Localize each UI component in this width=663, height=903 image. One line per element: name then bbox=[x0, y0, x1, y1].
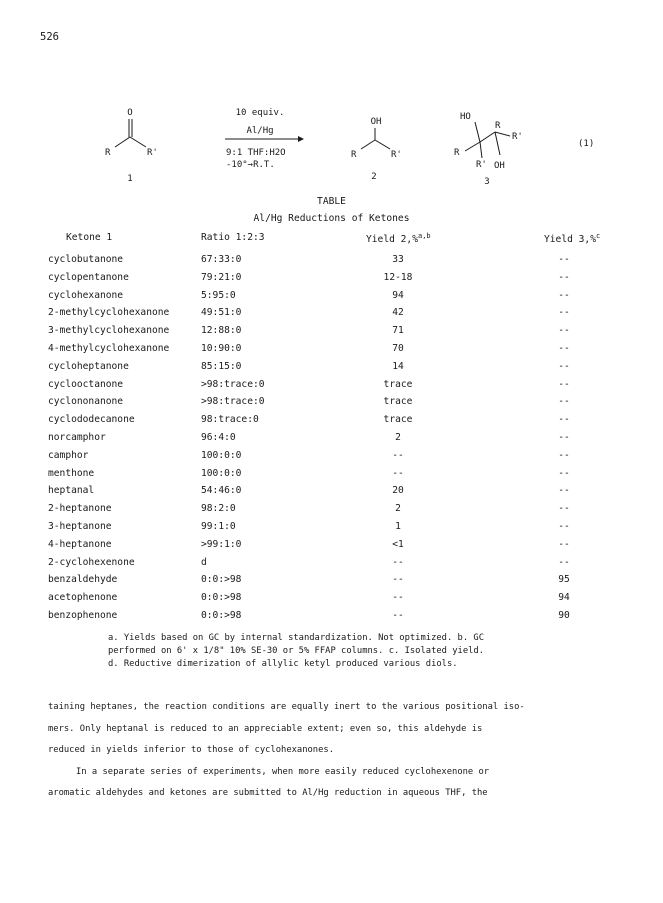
cell-ratio: 79:21:0 bbox=[201, 271, 242, 283]
cell-ratio: d bbox=[201, 556, 207, 568]
table-row bbox=[48, 574, 608, 590]
cell-ratio: 0:0:>98 bbox=[201, 592, 242, 604]
cell-yield-3: -- bbox=[558, 449, 570, 461]
cell-yield-2: -- bbox=[392, 574, 404, 586]
cell-yield-3: -- bbox=[558, 485, 570, 497]
cell-yield-3: -- bbox=[558, 556, 570, 568]
table-row bbox=[48, 325, 608, 341]
cell-ketone: benzophenone bbox=[48, 610, 118, 621]
cell-yield-2: trace bbox=[383, 396, 413, 408]
cell-ketone: heptanal bbox=[48, 485, 95, 497]
table-row bbox=[48, 379, 608, 395]
cell-yield-2: trace bbox=[383, 378, 413, 390]
cell-ketone: 2-cyclohexenone bbox=[48, 556, 135, 568]
reagent-equiv: 10 equiv. bbox=[235, 108, 285, 118]
ketone-r-label: R bbox=[105, 148, 111, 158]
ketone-compound-number: 1 bbox=[127, 174, 133, 184]
cell-ketone: 2-heptanone bbox=[48, 503, 112, 515]
body-line: mers. Only heptanal is reduced to an appreciable extent; even so, this aldehyde is bbox=[48, 723, 483, 734]
body-paragraphs bbox=[48, 697, 596, 805]
diol-oh-label: OH bbox=[494, 161, 505, 171]
cell-ratio: 100:0:0 bbox=[201, 449, 242, 461]
cell-ketone: cycloheptanone bbox=[48, 360, 129, 372]
body-line: aromatic aldehydes and ketones are submitted to Al/Hg reduction in aqueous THF, the bbox=[48, 788, 488, 798]
cell-yield-3: 94 bbox=[558, 592, 570, 604]
cell-yield-3: -- bbox=[558, 538, 570, 550]
header-ratio: Ratio 1:2:3 bbox=[201, 232, 265, 243]
cell-ketone: cyclododecanone bbox=[48, 414, 135, 426]
cell-ketone: 2-methylcyclohexanone bbox=[48, 307, 170, 319]
cell-yield-2: 20 bbox=[392, 485, 404, 497]
cell-ratio: 98:2:0 bbox=[201, 503, 236, 515]
cell-yield-2: 14 bbox=[392, 360, 404, 372]
cell-ketone: camphor bbox=[48, 449, 89, 461]
cell-yield-2: 1 bbox=[395, 521, 401, 532]
cell-ratio: >98:trace:0 bbox=[201, 396, 265, 408]
diol-r-bottom-label: R bbox=[454, 148, 460, 158]
cell-ratio: >98:trace:0 bbox=[201, 378, 265, 390]
cell-yield-2: -- bbox=[392, 449, 404, 461]
diol-ho-label: HO bbox=[460, 112, 471, 122]
cell-ketone: cyclobutanone bbox=[48, 254, 124, 265]
table-row bbox=[48, 592, 608, 608]
table-row bbox=[48, 539, 608, 555]
header-yield-3: Yield 3,%$^c$ bbox=[544, 232, 601, 246]
equation-number: (1) bbox=[578, 139, 595, 149]
table-caption: Al/Hg Reductions of Ketones bbox=[253, 213, 410, 224]
table-title: TABLE bbox=[317, 196, 346, 207]
cell-yield-3: 90 bbox=[558, 610, 570, 621]
cell-ratio: 99:1:0 bbox=[201, 521, 236, 532]
cell-yield-3: -- bbox=[558, 325, 570, 337]
cell-ratio: 100:0:0 bbox=[201, 467, 242, 479]
cell-yield-2: 2 bbox=[395, 432, 401, 443]
table-row bbox=[48, 272, 608, 288]
cell-yield-2: trace bbox=[383, 414, 413, 426]
table-row bbox=[48, 503, 608, 519]
cell-ratio: 85:15:0 bbox=[201, 360, 242, 372]
cell-ratio: 54:46:0 bbox=[201, 485, 242, 497]
alcohol-r-label: R bbox=[351, 150, 357, 160]
cell-yield-3: -- bbox=[558, 396, 570, 408]
page-number: 526 bbox=[40, 31, 59, 43]
table-row bbox=[48, 254, 608, 270]
table-row bbox=[48, 432, 608, 448]
cell-yield-3: -- bbox=[558, 378, 570, 390]
table-row bbox=[48, 610, 608, 626]
cell-ketone: cyclooctanone bbox=[48, 378, 124, 390]
cell-ketone: menthone bbox=[48, 467, 95, 479]
cell-yield-2: <1 bbox=[392, 538, 404, 550]
footnote-line: performed on 6' x 1/8" 10% SE-30 or 5% FFAP columns. c. Isolated yield. bbox=[108, 646, 485, 656]
table-row bbox=[48, 414, 608, 430]
cell-ketone: acetophenone bbox=[48, 592, 118, 604]
cell-ratio: 96:4:0 bbox=[201, 432, 236, 443]
cell-yield-2: 33 bbox=[392, 254, 404, 265]
cell-ratio: 49:51:0 bbox=[201, 307, 242, 319]
cell-ratio: 0:0:>98 bbox=[201, 574, 242, 586]
diol-rprime-top-label: R' bbox=[512, 132, 523, 142]
cell-yield-3: -- bbox=[558, 432, 570, 443]
cell-yield-3: -- bbox=[558, 271, 570, 283]
cell-ketone: cyclopentanone bbox=[48, 271, 129, 283]
cell-yield-2: -- bbox=[392, 467, 404, 479]
alcohol-rprime-label: R' bbox=[391, 150, 402, 160]
table-row bbox=[48, 396, 608, 412]
table-row bbox=[48, 307, 608, 323]
reagent-alhg: Al/Hg bbox=[246, 126, 274, 136]
body-line: In a separate series of experiments, when more easily reduced cyclohexenone or bbox=[76, 766, 490, 777]
header-ketone: Ketone 1 bbox=[66, 232, 113, 243]
cell-ketone: cyclononanone bbox=[48, 396, 124, 408]
cell-yield-2: 2 bbox=[395, 503, 401, 515]
cell-yield-2: -- bbox=[392, 610, 404, 621]
body-line: reduced in yields inferior to those of cyclohexanones. bbox=[48, 745, 334, 755]
alcohol-compound-number: 2 bbox=[371, 172, 377, 182]
cell-ketone: norcamphor bbox=[48, 432, 106, 443]
ketone-structure bbox=[105, 108, 158, 184]
cell-yield-2: -- bbox=[392, 592, 404, 604]
cell-yield-3: -- bbox=[558, 521, 570, 532]
cell-ketone: 4-methylcyclohexanone bbox=[48, 343, 170, 354]
cell-yield-3: -- bbox=[558, 360, 570, 372]
alcohol-oh-label: OH bbox=[370, 117, 382, 127]
cell-yield-3: -- bbox=[558, 414, 570, 426]
cell-yield-2: -- bbox=[392, 556, 404, 568]
reaction-scheme bbox=[90, 104, 610, 196]
cell-yield-3: -- bbox=[558, 289, 570, 301]
cell-ketone: 4-heptanone bbox=[48, 538, 112, 550]
cell-ketone: benzaldehyde bbox=[48, 574, 118, 586]
cell-yield-3: -- bbox=[558, 343, 570, 354]
diol-compound-number: 3 bbox=[484, 177, 490, 187]
alcohol-structure bbox=[351, 117, 402, 182]
cell-ketone: 3-heptanone bbox=[48, 521, 112, 532]
reagent-temperature: -10°→R.T. bbox=[226, 160, 275, 170]
table-row bbox=[48, 343, 608, 359]
header-yield-2: Yield 2,%$^{a,b}$ bbox=[366, 232, 431, 246]
cell-yield-2: 12-18 bbox=[383, 271, 413, 283]
cell-ketone: cyclohexanone bbox=[48, 289, 124, 301]
reagent-solvent: 9:1 THF:H2O bbox=[226, 148, 286, 158]
cell-yield-3: -- bbox=[558, 503, 570, 515]
ketone-rprime-label: R' bbox=[147, 148, 158, 158]
cell-yield-3: -- bbox=[558, 467, 570, 479]
cell-yield-2: 42 bbox=[392, 307, 404, 319]
cell-yield-3: -- bbox=[558, 307, 570, 319]
cell-ratio: 12:88:0 bbox=[201, 325, 242, 337]
footnote-line: d. Reductive dimerization of allylic ketyl produced various diols. bbox=[108, 659, 458, 669]
table-header-row bbox=[48, 232, 608, 248]
table-row bbox=[48, 450, 608, 466]
cell-ratio: 10:90:0 bbox=[201, 343, 242, 354]
cell-yield-2: 71 bbox=[392, 325, 404, 337]
table-row bbox=[48, 468, 608, 484]
cell-yield-2: 70 bbox=[392, 343, 404, 354]
table-row bbox=[48, 521, 608, 537]
cell-yield-3: -- bbox=[558, 254, 570, 265]
body-line: taining heptanes, the reaction conditions are equally inert to the various positional iso- bbox=[48, 702, 525, 712]
cell-yield-3: 95 bbox=[558, 574, 570, 586]
cell-ketone: 3-methylcyclohexanone bbox=[48, 325, 170, 337]
table-row bbox=[48, 290, 608, 306]
cell-ratio: 5:95:0 bbox=[201, 289, 236, 301]
diol-r-top-label: R bbox=[495, 121, 501, 131]
diol-structure bbox=[454, 112, 523, 187]
ketone-oxygen-label: O bbox=[127, 108, 133, 118]
cell-ratio: 98:trace:0 bbox=[201, 414, 259, 426]
reaction-conditions bbox=[225, 108, 304, 170]
diol-rprime-bottom-label: R' bbox=[476, 160, 487, 170]
cell-ratio: 67:33:0 bbox=[201, 254, 242, 265]
cell-ratio: >99:1:0 bbox=[201, 538, 242, 550]
table-row bbox=[48, 485, 608, 501]
table-footnotes bbox=[108, 632, 578, 671]
table-row bbox=[48, 557, 608, 573]
table-row bbox=[48, 361, 608, 377]
cell-yield-2: 94 bbox=[392, 289, 404, 301]
footnote-line: a. Yields based on GC by internal standardization. Not optimized. b. GC bbox=[108, 633, 485, 643]
cell-ratio: 0:0:>98 bbox=[201, 610, 242, 621]
